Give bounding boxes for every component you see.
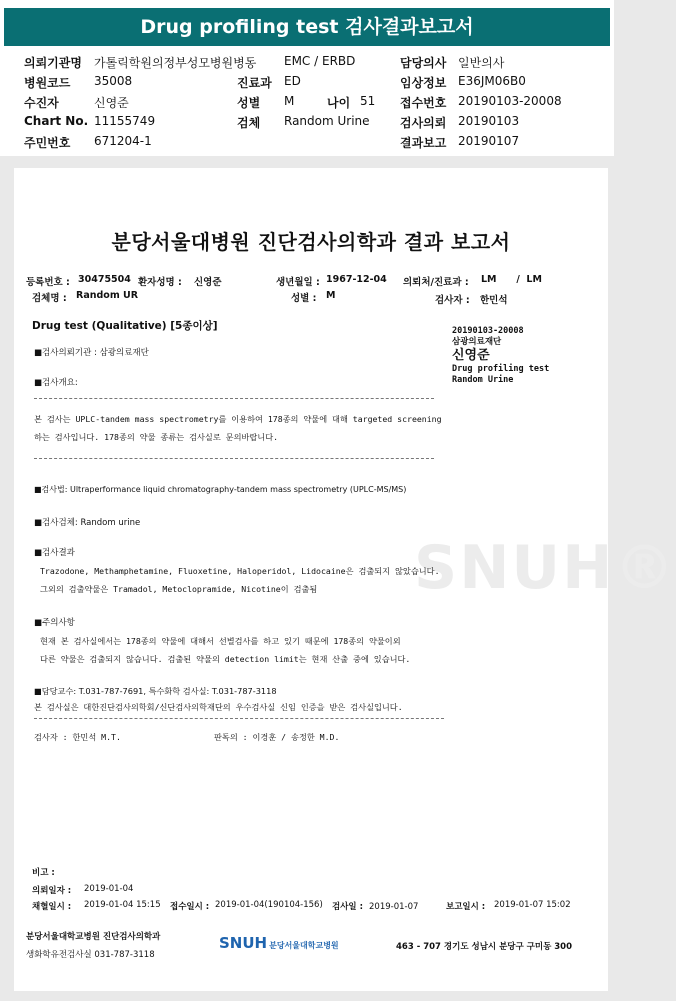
result-line-1: Trazodone, Methamphetamine, Fluoxetine, Haloperidol, Lidocaine은 검출되지 않았습니다.: [40, 566, 440, 576]
tester-line: 검사자 : 한민석 M.T.: [34, 732, 121, 742]
info-value: Random Urine: [284, 114, 370, 128]
info-label: 성별: [237, 96, 261, 110]
info-label: 진료과: [237, 76, 272, 90]
request-date-value: 2019-01-04: [84, 884, 134, 894]
sex-label: 성별 :: [291, 293, 317, 304]
remark-label: 비고 :: [32, 868, 55, 878]
sex-value: M: [326, 290, 336, 301]
section-institution: ■검사의뢰기관 : 삼광의료재단: [34, 348, 149, 358]
draw-time-value: 2019-01-04 15:15: [84, 900, 161, 910]
info-label: 병원코드: [24, 76, 71, 90]
section-caution: ■주의사항: [34, 618, 75, 628]
dept-value: LM / LM: [481, 274, 542, 285]
stamp-patient: 신영준: [452, 348, 490, 363]
info-label: 수진자: [24, 96, 59, 110]
info-row: [0, 54, 614, 73]
info-label: 주민번호: [24, 136, 71, 150]
section-result: ■검사결과: [34, 548, 75, 558]
info-row: [0, 114, 614, 133]
info-label: 검체: [237, 116, 261, 130]
reg-label: 등록번호 :: [26, 277, 70, 288]
snuh-logo: SNUH 분당서울대학교병원: [219, 934, 339, 952]
info-value: 가톨릭학원의정부성모병원병동: [94, 56, 257, 70]
test-date-value: 2019-01-07: [369, 902, 419, 912]
request-date-label: 의뢰일자 :: [32, 886, 72, 896]
report-sheet: [14, 168, 676, 991]
info-row: [0, 134, 614, 153]
info-value: ED: [284, 74, 301, 88]
info-row: [0, 94, 614, 113]
info-value: 20190103: [458, 114, 520, 128]
divider: [34, 458, 434, 459]
draw-time-label: 채혈일시 :: [32, 902, 72, 912]
overview-line-1: 본 검사는 UPLC-tandem mass spectrometry를 이용하여 178종의 약물에 대해 targeted screening: [34, 414, 442, 424]
test-name: Drug test (Qualitative) [5종이상]: [32, 320, 218, 332]
info-value: 일반의사: [458, 56, 505, 70]
report-title: 분당서울대병원 진단검사의학과 결과 보고서: [111, 230, 511, 254]
lab-contact: 생화학유전검사실 031-787-3118: [26, 950, 155, 960]
info-label: 검사의뢰: [400, 116, 447, 130]
stamp-accession: 20190103-20008: [452, 326, 524, 336]
patient-label: 환자성명 :: [138, 277, 182, 288]
info-value: EMC / ERBD: [284, 54, 356, 68]
info-label: 임상정보: [400, 76, 447, 90]
result-line-2: 그외의 검출약물은 Tramadol, Metoclopramide, Nicotine이 검출됨: [40, 584, 318, 594]
info-value: 35008: [94, 74, 133, 88]
info-value: M: [284, 94, 295, 108]
receive-time-label: 접수일시 :: [170, 902, 210, 912]
info-value: 671204-1: [94, 134, 152, 148]
snuh-watermark: SNUH®: [414, 533, 676, 603]
dob-label: 생년월일 :: [276, 277, 320, 288]
reader-line: 판독의 : 이경훈 / 송정한 M.D.: [214, 732, 340, 742]
specimen-value: Random UR: [76, 290, 139, 301]
test-date-label: 검사일 :: [332, 902, 363, 912]
section-method: ■검사법: Ultraperformance liquid chromatography-tandem mass spectrometry (UPLC-MS/MS): [34, 485, 407, 494]
patient-info-table: [0, 50, 614, 156]
report-time-value: 2019-01-07 15:02: [494, 900, 571, 910]
banner-title: Drug profiling test 검사결과보고서: [4, 8, 610, 46]
divider: [34, 718, 444, 719]
info-label: 나이: [327, 96, 351, 110]
tester-label: 검사자 :: [435, 295, 470, 306]
certification-note: 본 검사실은 대한진단검사의학회/신단검사의학재단의 우수검사실 신임 인증을 받은 검사실입니다.: [34, 702, 403, 712]
department-name: 분당서울대학교병원 진단검사의학과: [26, 932, 161, 942]
hospital-address: 463 - 707 경기도 성남시 분당구 구미동 300: [396, 942, 573, 952]
stamp-institution: 삼광의료재단: [452, 337, 502, 347]
dob-value: 1967-12-04: [326, 274, 387, 285]
report-time-label: 보고일시 :: [446, 902, 486, 912]
section-specimen: ■검사검체: Random urine: [34, 518, 141, 528]
receive-time-value: 2019-01-04(190104-156): [215, 900, 323, 910]
caution-line-2: 다른 약물은 검출되지 않습니다. 검출된 약물의 detection limit는 현재 산출 중에 있습니다.: [40, 654, 411, 664]
specimen-label: 검체명 :: [32, 293, 67, 304]
info-value: 11155749: [94, 114, 156, 128]
divider: [34, 398, 434, 399]
info-label: 접수번호: [400, 96, 447, 110]
section-contact: ■담당교수: T.031-787-7691, 특수화학 검사실: T.031-787-3118: [34, 686, 277, 696]
info-value: 51: [360, 94, 376, 108]
patient-value: 신영준: [194, 277, 222, 288]
section-overview: ■검사개요:: [34, 378, 78, 388]
dept-label: 의뢰처/진료과 :: [403, 277, 469, 288]
info-label: 담당의사: [400, 56, 447, 70]
info-value: E36JM06B0: [458, 74, 526, 88]
overview-line-2: 하는 검사입니다. 178종의 약물 종류는 검사실로 문의바랍니다.: [34, 432, 279, 442]
tester-value: 한민석: [480, 295, 508, 306]
info-value: 20190107: [458, 134, 520, 148]
specimen-label-sticker: [452, 326, 572, 386]
info-label: Chart No.: [24, 114, 89, 128]
info-row: [0, 74, 614, 93]
info-label: 결과보고: [400, 136, 447, 150]
info-value: 신영준: [94, 96, 129, 110]
stamp-specimen: Random Urine: [452, 375, 514, 385]
stamp-test: Drug profiling test: [452, 364, 550, 374]
info-value: 20190103-20008: [458, 94, 562, 108]
report-banner: [0, 0, 614, 56]
reg-value: 30475504: [78, 274, 131, 285]
caution-line-1: 현재 본 검사실에서는 178종의 약물에 대해서 선별검사를 하고 있기 때문에 178종의 약물이외: [40, 636, 401, 646]
info-label: 의뢰기관명: [24, 56, 82, 70]
